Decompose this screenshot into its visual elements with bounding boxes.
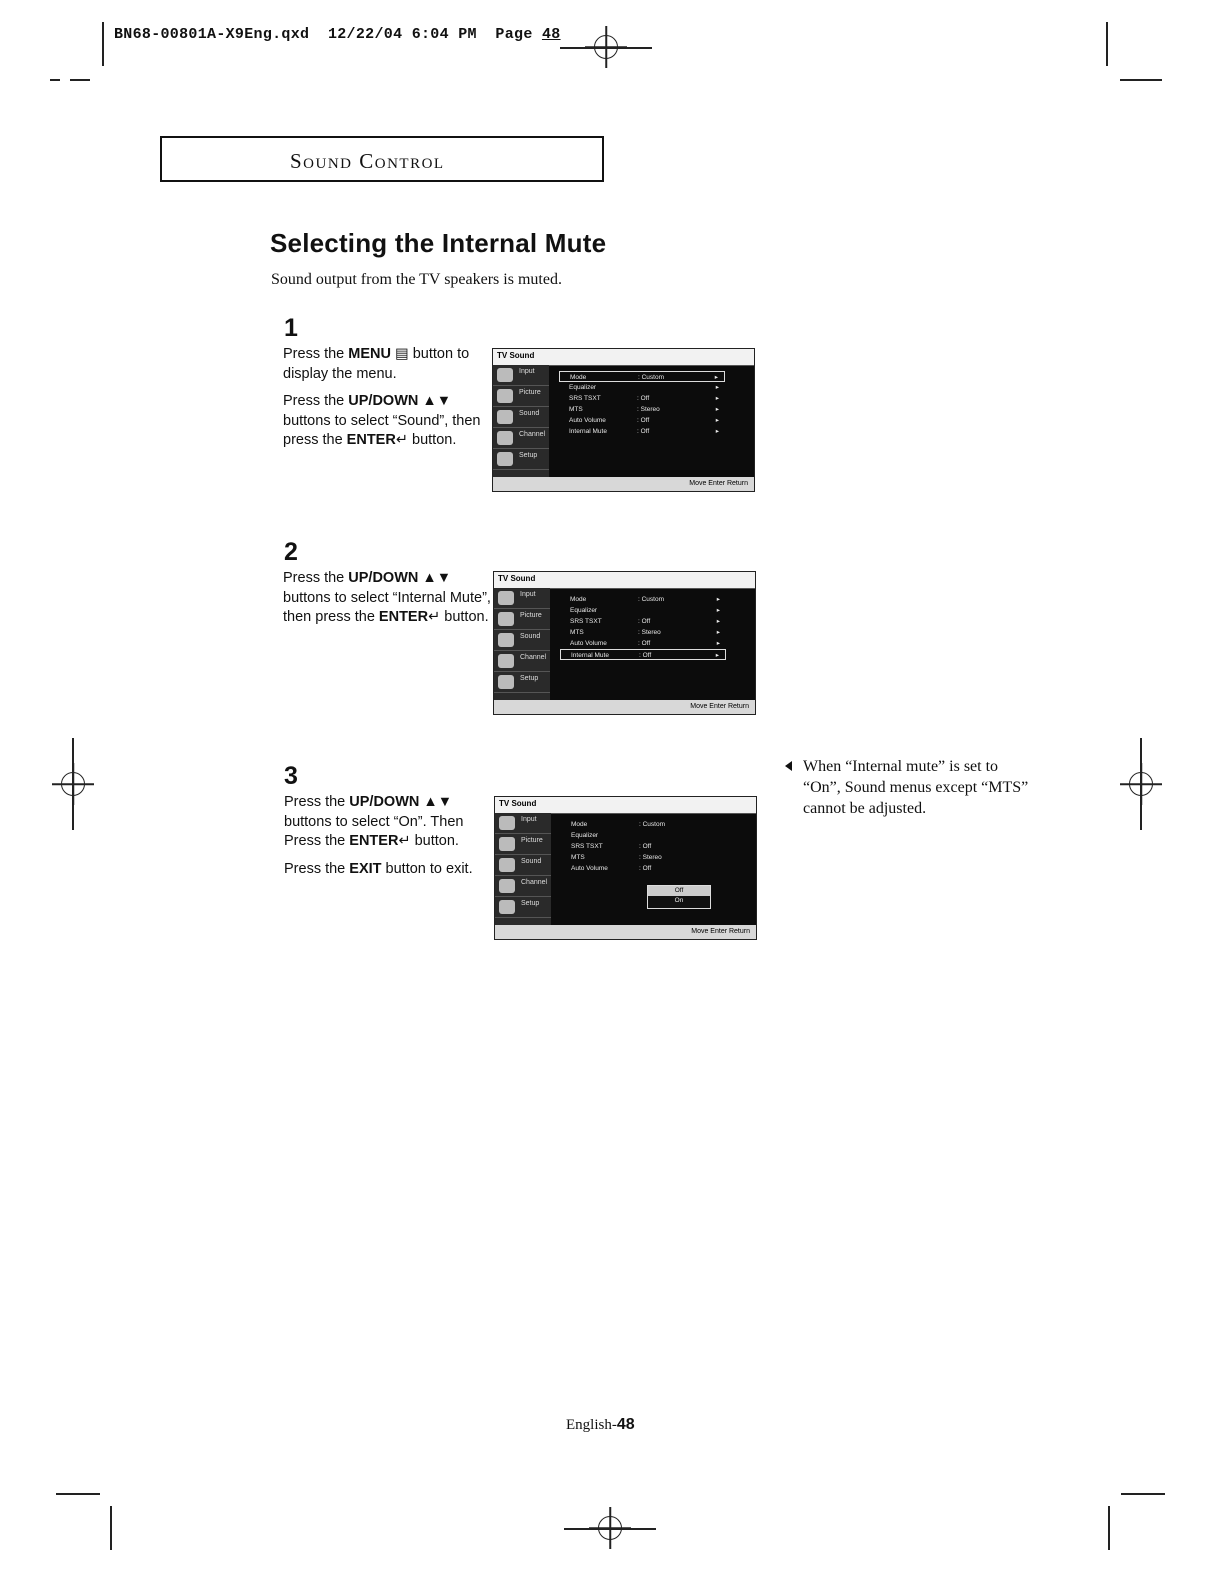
note <box>785 756 1035 819</box>
intro-text: Sound output from the TV speakers is muted. <box>271 271 562 288</box>
up-down-arrows-icon: ▲▼ <box>422 570 452 586</box>
registration-mark <box>598 1516 622 1540</box>
crop-mark <box>1108 1506 1110 1550</box>
left-triangle-icon <box>785 761 792 771</box>
tv-menu-screenshot: TV Sound Input Picture Sound Channel Setup Mode : Custom ▸ Equalizer ▸ SRS TSXT : Off ▸ MTS : Stereo ▸ Auto Volume : Off ▸ Internal Mute : Off ▸ Move Enter Return <box>493 571 756 715</box>
crop-mark <box>70 79 90 81</box>
step-instructions: Press the UP/DOWN ▲▼ buttons to select “On”. Then Press the ENTER↵ button. Press the EXIT button to exit. <box>284 794 473 877</box>
crop-mark <box>1121 1493 1165 1495</box>
step-instructions: Press the UP/DOWN ▲▼ buttons to select “Internal Mute”, then press the ENTER↵ button. <box>283 570 491 625</box>
enter-icon: ↵ <box>398 833 411 849</box>
step-number: 3 <box>284 762 298 790</box>
section-header <box>160 136 604 182</box>
section-title: Sound Control <box>290 149 445 173</box>
up-down-arrows-icon: ▲▼ <box>422 393 452 409</box>
enter-icon: ↵ <box>395 432 408 448</box>
tv-menu-screenshot: TV Sound Input Picture Sound Channel Setup Mode : Custom Equalizer SRS TSXT : Off MTS : Stereo Auto Volume : Off Off On Move Enter Return <box>494 796 757 940</box>
step-number: 2 <box>284 538 298 566</box>
crop-mark <box>102 22 104 66</box>
on-off-popup: Off On <box>647 885 711 909</box>
crop-mark <box>56 1493 100 1495</box>
page-number: English-48 <box>566 1416 635 1433</box>
step-instructions: Press the MENU ▤ button to display the menu. Press the UP/DOWN ▲▼ buttons to select “Sound”, then press the ENTER↵ button. <box>283 346 481 448</box>
up-down-arrows-icon: ▲▼ <box>423 794 453 810</box>
step-number: 1 <box>284 314 298 342</box>
enter-icon: ↵ <box>428 609 441 625</box>
tv-menu-screenshot: TV Sound Input Picture Sound Channel Setup Mode : Custom ▸ Equalizer ▸ SRS TSXT : Off ▸ MTS : Stereo ▸ Auto Volume : Off ▸ Internal Mute : Off ▸ Move Enter Return <box>492 348 755 492</box>
registration-mark <box>594 35 618 59</box>
menu-icon: ▤ <box>395 346 409 362</box>
crop-mark <box>1106 22 1108 66</box>
crop-mark <box>1120 79 1162 81</box>
crop-mark <box>110 1506 112 1550</box>
registration-mark <box>61 772 85 796</box>
page-title: Selecting the Internal Mute <box>270 228 607 258</box>
registration-mark <box>1129 772 1153 796</box>
note-text: When “Internal mute” is set to “On”, Sound menus except “MTS” cannot be adjusted. <box>803 758 1029 817</box>
crop-mark <box>50 79 60 81</box>
print-slug: BN68-00801A-X9Eng.qxd 12/22/04 6:04 PM Page 48 <box>114 26 561 43</box>
